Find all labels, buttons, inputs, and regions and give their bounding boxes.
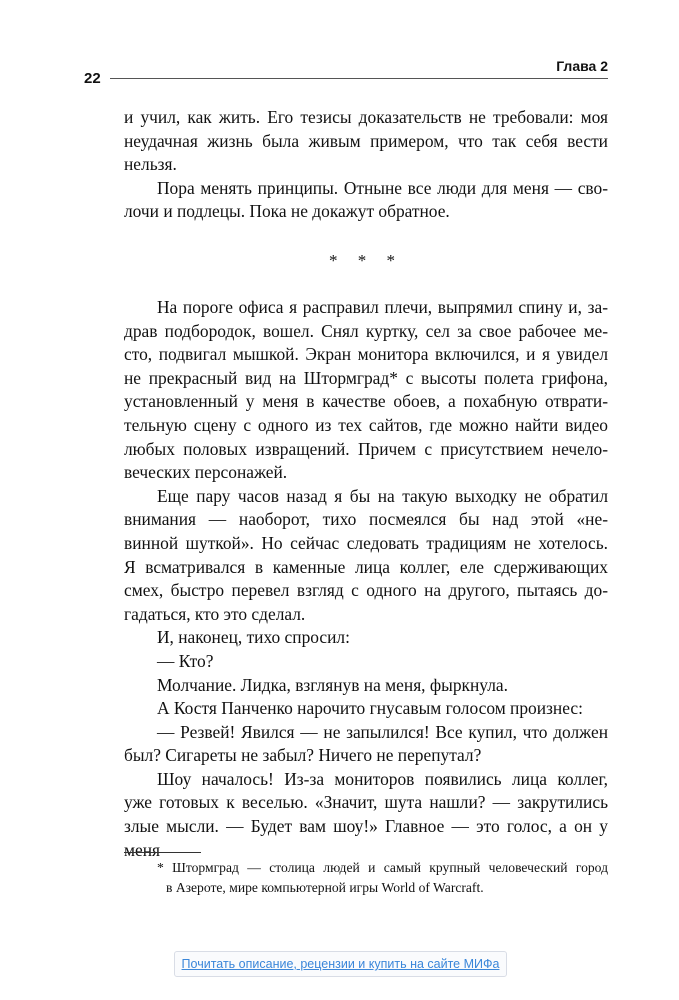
text-line: гадаться, кто это сделал. — [124, 603, 306, 624]
footnote-line: в Азероте, мире компьютерной игры World of Warcraft. — [166, 880, 484, 895]
text-line: внимания — наоборот, тихо посмеялся бы над этой «не- — [124, 509, 608, 530]
text-line: — Кто? — [157, 650, 214, 671]
text-line: и учил, как жить. Его тезисы доказательств не требовали: моя — [124, 107, 608, 127]
text-line: Я всматривался в каменные лица коллег, еле сдерживающих — [124, 556, 608, 577]
text-line: — Резвей! Явился — не запылился! Все купил, что должен — [157, 721, 608, 742]
text-line: Пора менять принципы. Отныне все люди для меня — сво- — [157, 177, 608, 198]
text-line: лочи и подлецы. Пока не докажут обратное. — [124, 201, 450, 222]
chapter-title: Глава 2 — [556, 58, 608, 74]
text-line: не прекрасный вид на Штормград* с высоты полета грифона, — [124, 367, 608, 388]
text-line: винной шуткой». Но сейчас следовать традициям не хотелось. — [124, 532, 608, 553]
footnote — [124, 858, 608, 898]
text-line: злые мысли. — Будет вам шоу!» Главное — это голос, а он у меня — [124, 816, 608, 860]
text-line: Молчание. Лидка, взглянув на меня, фыркнула. — [157, 674, 508, 695]
text-line: Еще пару часов назад я бы на такую выходку не обратил — [157, 485, 608, 506]
text-line: был? Сигареты не забыл? Ничего не перепутал? — [124, 745, 482, 766]
text-block-top — [124, 106, 608, 224]
text-line: смех, быстро перевел взгляд с одного на другого, пытаясь до- — [124, 580, 608, 601]
text-line: И, наконец, тихо спросил: — [157, 627, 350, 648]
section-separator: * * * — [329, 251, 403, 270]
store-link-button[interactable]: Почитать описание, рецензии и купить на сайте МИФа — [174, 951, 507, 977]
text-line: веческих персонажей. — [124, 462, 288, 483]
page-number: 22 — [84, 70, 101, 87]
text-line: установленный у меня в качестве обоев, а похабную отврати- — [124, 391, 608, 412]
text-line: уже готовых к веселью. «Значит, шута нашли? — закрутились — [124, 792, 608, 813]
text-line: На пороге офиса я расправил плечи, выпрямил спину и, за- — [157, 297, 608, 317]
text-line: сто, подвигал мышкой. Экран монитора включился, и я увидел — [124, 344, 608, 365]
footnote-rule — [124, 852, 201, 853]
text-line: любых половых извращений. Причем с присутствием нечело- — [124, 438, 608, 459]
text-line: Шоу началось! Из-за мониторов появились лица коллег, — [157, 768, 608, 789]
footnote-line: * Штормград — столица людей и самый крупный человеческий город — [157, 860, 608, 875]
text-block-main — [124, 296, 608, 862]
text-line: А Костя Панченко нарочито гнусавым голосом произнес: — [157, 698, 583, 719]
text-line: драв подбородок, вошел. Снял куртку, сел за свое рабочее ме- — [124, 320, 608, 341]
text-line: неудачная жизнь была живым примером, что так себя вести — [124, 130, 608, 151]
header-rule — [110, 78, 608, 79]
text-line: нельзя. — [124, 154, 177, 175]
text-line: тельную сцену с одного из тех сайтов, где можно найти видео — [124, 414, 608, 435]
